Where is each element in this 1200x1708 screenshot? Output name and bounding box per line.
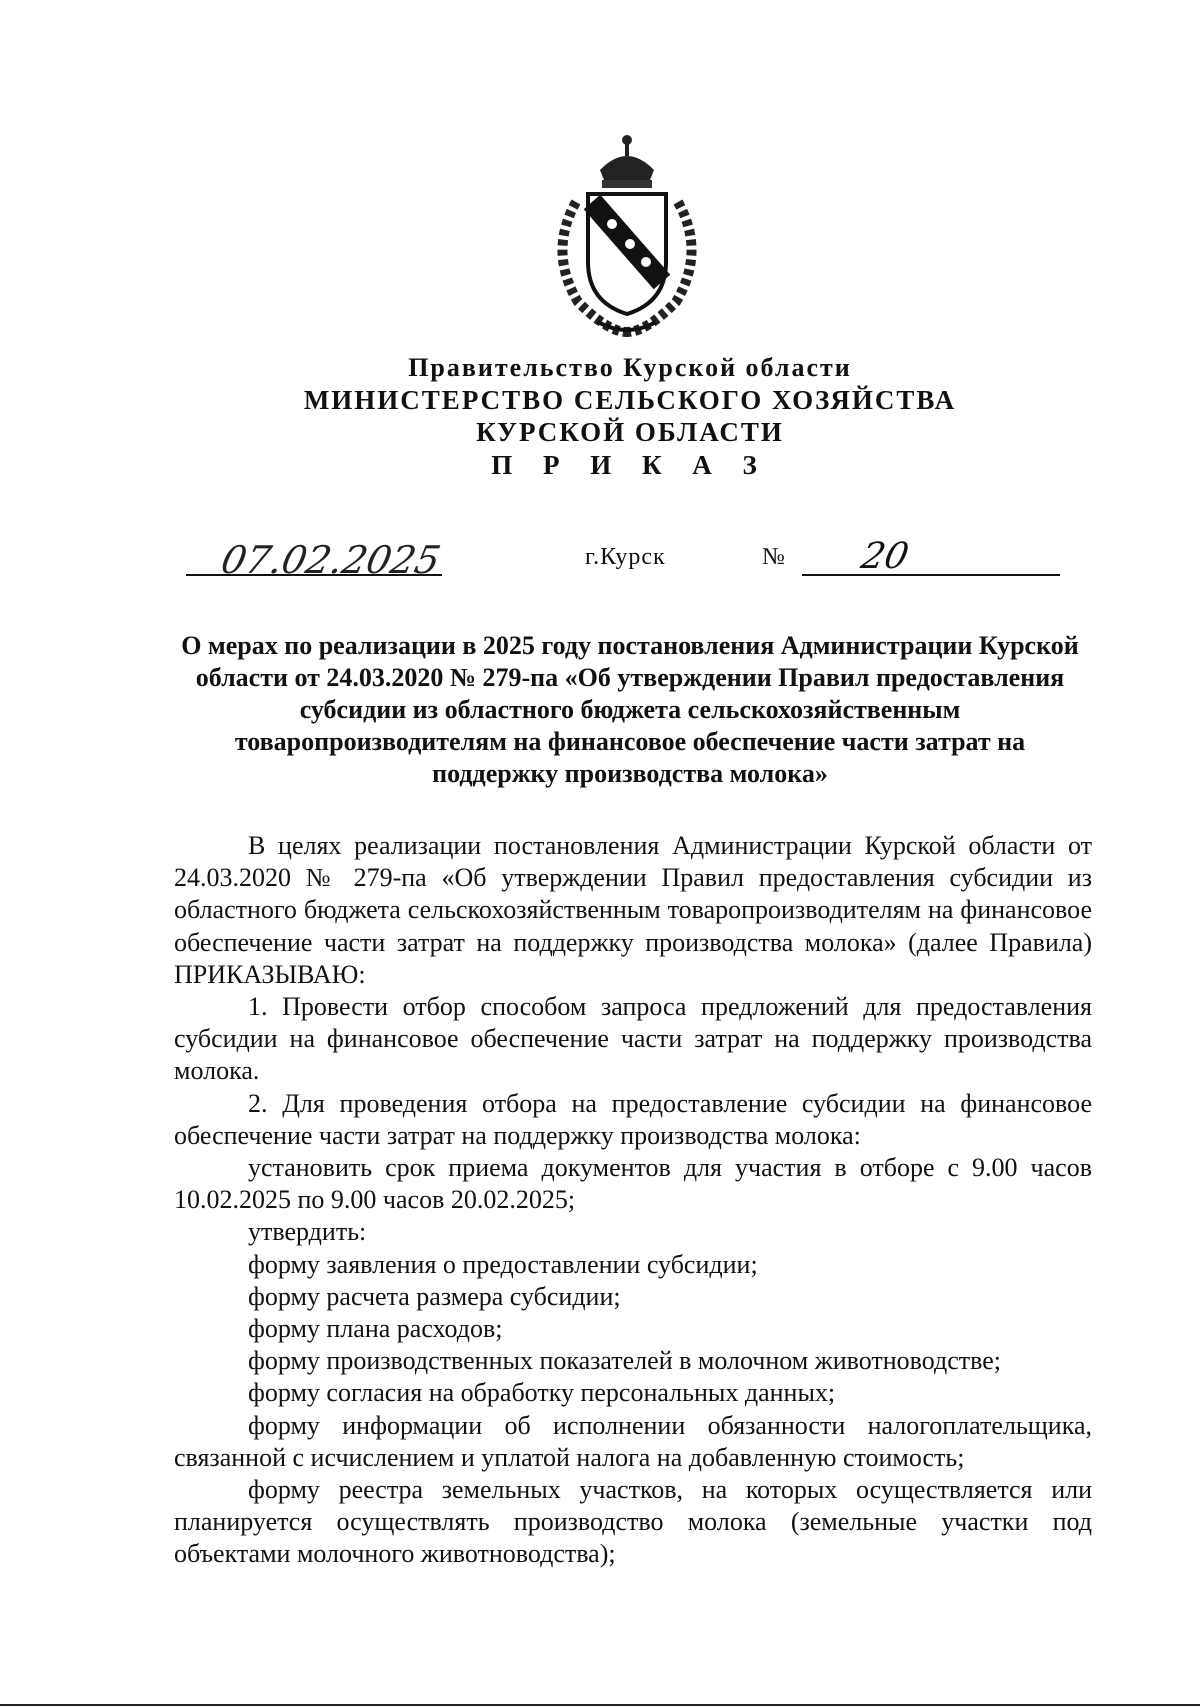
date-number-line — [0, 536, 1200, 582]
document-type: П Р И К А З — [491, 450, 769, 480]
ministry-name-line2: КУРСКОЙ ОБЛАСТИ — [476, 417, 784, 447]
list-item: форму производственных показателей в молочном животноводстве; — [248, 1346, 1002, 1376]
handwritten-date: 07.02.2025 — [217, 538, 445, 582]
list-item: форму согласия на обработку персональных данных; — [248, 1378, 836, 1408]
ministry-name-line1: МИНИСТЕРСТВО СЕЛЬСКОГО ХОЗЯЙСТВА — [303, 385, 957, 415]
paragraph-item-2: 2. Для проведения отбора на предоставление субсидии на финансовое обеспечение части затрат на поддержку производства молока: — [174, 1088, 1092, 1150]
document-body — [174, 830, 1092, 1571]
list-item: форму информации об исполнении обязанности налогоплательщика, связанной с исчислением и уплатой налога на добавленную стоимость; — [174, 1410, 1092, 1472]
government-name: Правительство Курской области — [408, 353, 852, 382]
paragraph-item-1: 1. Провести отбор способом запроса предложений для предоставления субсидии на финансовое обеспечение части затрат на поддержку производства молока. — [174, 992, 1092, 1086]
number-sign: № — [762, 544, 785, 570]
paragraph-approve: утвердить: — [248, 1217, 367, 1247]
list-item: форму реестра земельных участков, на которых осуществляется или планируется осуществлять производство молока (земельные участки под объектами молочного животноводства); — [174, 1475, 1092, 1569]
paragraph-preamble: В целях реализации постановления Администрации Курской области от 24.03.2020 № 279-па «Об утверждении Правил предоставления субсидии из областного бюджета сельскохозяйственным товаропроизводителям на финансовое обеспечение части затрат на поддержку производства молока» (далее Правила) ПРИКАЗЫВАЮ: — [174, 831, 1092, 989]
handwritten-number: 20 — [857, 536, 913, 577]
paragraph-deadline: установить срок приема документов для участия в отборе с 9.00 часов 10.02.2025 по 9.00 часов 20.02.2025; — [174, 1153, 1092, 1215]
list-item: форму расчета размера субсидии; — [248, 1281, 621, 1311]
number-underline — [802, 574, 1060, 576]
page-bottom-edge — [0, 1704, 1200, 1706]
list-item: форму заявления о предоставлении субсидии; — [248, 1249, 758, 1279]
list-item: форму плана расходов; — [248, 1314, 503, 1344]
city-name: г.Курск — [585, 544, 666, 570]
document-title: О мерах по реализации в 2025 году постановления Администрации Курской области от 24.03.2020 № 279-па «Об утверждении Правил предоставления субсидии из областного бюджета сельскохозяйственным товаропроизводителям на финансовое обеспечение части затрат на поддержку производства молока» — [181, 631, 1079, 788]
document-header — [160, 352, 1100, 482]
date-underline — [186, 574, 442, 576]
kursk-coat-of-arms-icon — [538, 132, 716, 338]
